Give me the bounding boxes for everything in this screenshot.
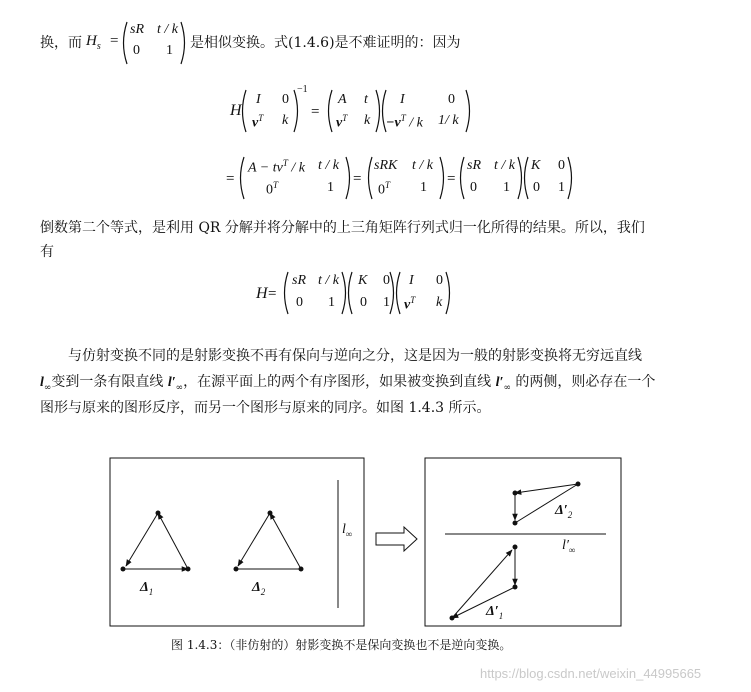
- para2-line1: 与仿射变换不同的是射影变换不再有保向与逆向之分，这是因为一般的射影变换将无穷远直线: [68, 348, 642, 364]
- hs-m-d: 1: [166, 43, 173, 58]
- eq3-m1-b: t / k: [318, 273, 339, 288]
- label-delta-prime-2: $\Delta'_2$: [555, 503, 573, 520]
- eq2-m3-d: 1: [503, 180, 510, 195]
- para1-line2: 有: [40, 244, 54, 260]
- eq2-m1-a: $A - tv^T / k$: [248, 158, 305, 176]
- eq1-m2-a: A: [338, 92, 347, 107]
- eq1-m3-d: 1/ k: [438, 113, 459, 128]
- eq2-m2-c: $0^T$: [378, 180, 391, 198]
- eq1-m3-b: 0: [448, 92, 455, 107]
- svg-text:=: =: [311, 104, 320, 120]
- eq2-m3-a: sR: [467, 158, 481, 173]
- figure-1-4-3: [0, 450, 751, 650]
- eq1-m3-c: $-v^T / k$: [386, 113, 423, 131]
- eq1-inverse: −1: [297, 84, 308, 95]
- triangle-delta-1: [121, 511, 191, 572]
- label-delta-1: $\Delta_1$: [140, 580, 154, 597]
- label-delta-prime-1: $\Delta'_1$: [486, 604, 504, 621]
- hs-m-a: sR: [130, 22, 144, 37]
- eq3-m1-d: 1: [328, 295, 335, 310]
- svg-text:=: =: [353, 171, 362, 187]
- eq2-m2-a: sRK: [374, 158, 398, 173]
- eq3-m3-c: $v^T$: [404, 295, 416, 313]
- eq2-m2-d: 1: [420, 180, 427, 195]
- svg-text:=: =: [226, 171, 235, 187]
- triangle-delta-prime-1: [450, 545, 518, 621]
- eq3-m2-b: 0: [383, 273, 390, 288]
- eq3-H: H: [256, 285, 268, 302]
- triangle-delta-2: [234, 511, 304, 572]
- transform-arrow: [376, 527, 417, 551]
- eq2-m3-c: 0: [470, 180, 477, 195]
- eq2-m4-b: 0: [558, 158, 565, 173]
- eq2-m2-b: t / k: [412, 158, 433, 173]
- eq1-m2-b: t: [364, 92, 368, 107]
- eq1-m3-a: I: [400, 92, 405, 107]
- eq2-m1-b: t / k: [318, 158, 339, 173]
- eq1-m2-d: k: [364, 113, 371, 128]
- eq1-m1-b: 0: [282, 92, 289, 107]
- para1-line1: 倒数第二个等式，是利用 QR 分解并将分解中的上三角矩阵行列式归一化所得的结果。所以，我们: [40, 220, 645, 236]
- eq2-m4-d: 1: [558, 180, 565, 195]
- hs-equals: =: [110, 33, 119, 49]
- label-delta-2: $\Delta_2$: [252, 580, 266, 597]
- eq1-m1-a: I: [256, 92, 261, 107]
- text-line-1: [40, 33, 82, 53]
- hs-m-c: 0: [133, 43, 140, 58]
- eq3-m3-d: k: [436, 295, 443, 310]
- svg-text:=: =: [447, 171, 456, 187]
- eq3-m2-a: K: [358, 273, 368, 288]
- eq3-m3-a: I: [409, 273, 414, 288]
- left-panel-frame: [110, 458, 364, 626]
- line1-prefix: 换，而: [40, 35, 82, 51]
- line1-suffix: 是相似变换。式(1.4.6)是不难证明的：因为: [190, 35, 461, 51]
- right-panel-frame: [425, 458, 621, 626]
- eq2-m1-d: 1: [327, 180, 334, 195]
- eq3-m1-a: sR: [292, 273, 306, 288]
- hs-symbol: $H_s$: [86, 33, 101, 52]
- eq3-m2-c: 0: [360, 295, 367, 310]
- eq2-m3-b: t / k: [494, 158, 515, 173]
- eq1-m1-c: $v^T$: [252, 113, 264, 131]
- eq3-m2-d: 1: [383, 295, 390, 310]
- svg-text:=: =: [268, 286, 277, 302]
- para2-line2: $l_\infty$变到一条有限直线 $l'_\infty$，在源平面上的两个有序图形，如果被变换到直线 $l'_\infty$ 的两侧，则必存在一个: [40, 374, 656, 393]
- figure-caption: 图 1.4.3：（非仿射的）射影变换不是保向变换也不是逆向变换。: [171, 638, 512, 652]
- label-l-infinity: $l_\infty$: [342, 522, 353, 539]
- eq3-m1-c: 0: [296, 295, 303, 310]
- label-l-prime-infinity: $l'_\infty$: [562, 538, 576, 555]
- eq3-m3-b: 0: [436, 273, 443, 288]
- watermark: https://blog.csdn.net/weixin_44995665: [480, 666, 702, 681]
- hs-m-b: t / k: [157, 22, 178, 37]
- eq1-m1-d: k: [282, 113, 289, 128]
- eq2-m4-c: 0: [533, 180, 540, 195]
- para2-line3: 图形与原来的图形反序，而另一个图形与原来的同序。如图 1.4.3 所示。: [40, 400, 491, 416]
- eq1-H: H: [230, 102, 242, 119]
- eq1-m2-c: $v^T$: [336, 113, 348, 131]
- eq2-m4-a: K: [531, 158, 541, 173]
- eq2-m1-c: $0^T$: [266, 180, 279, 198]
